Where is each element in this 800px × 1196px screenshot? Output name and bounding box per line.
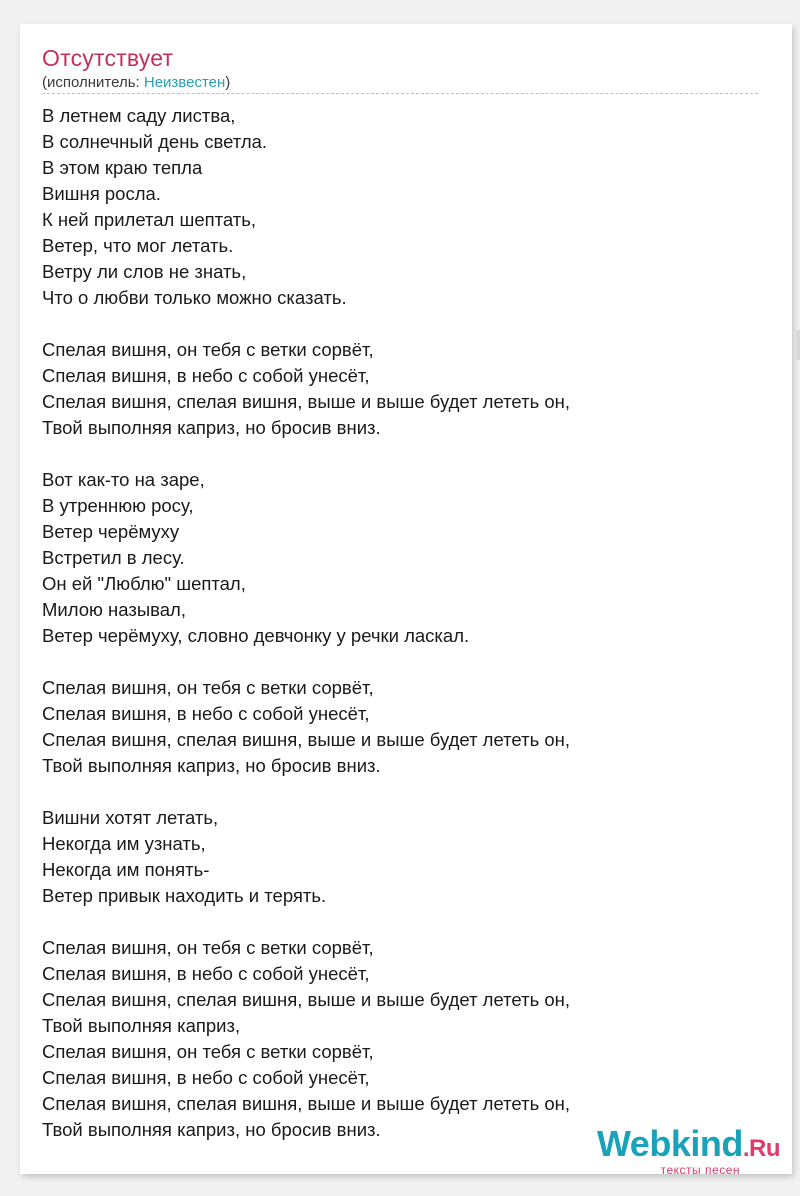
- lyrics-line: Милою называл,: [42, 599, 186, 620]
- lyrics-line: Некогда им узнать,: [42, 833, 206, 854]
- scrollbar-thumb[interactable]: [796, 330, 800, 360]
- lyrics-line: Спелая вишня, он тебя с ветки сорвёт,: [42, 339, 374, 360]
- lyrics-line: Спелая вишня, спелая вишня, выше и выше будет лететь он,: [42, 729, 570, 750]
- lyrics-line: Спелая вишня, в небо с собой унесёт,: [42, 963, 370, 984]
- artist-line: [42, 73, 758, 93]
- song-header: [42, 44, 758, 93]
- lyrics-line: Твой выполняя каприз, но бросив вниз.: [42, 755, 381, 776]
- lyrics-line: Спелая вишня, в небо с собой унесёт,: [42, 703, 370, 724]
- lyrics-line: В утреннюю росу,: [42, 495, 194, 516]
- artist-prefix: (исполнитель:: [42, 74, 144, 91]
- lyrics-line: Спелая вишня, спелая вишня, выше и выше будет лететь он,: [42, 1093, 570, 1114]
- lyrics-line: Ветер, что мог летать.: [42, 235, 234, 256]
- lyrics-line: Вишня росла.: [42, 183, 161, 204]
- lyrics-line: Вишни хотят летать,: [42, 807, 219, 828]
- lyrics-line: Спелая вишня, спелая вишня, выше и выше будет лететь он,: [42, 989, 570, 1010]
- artist-suffix: ): [225, 74, 231, 91]
- lyrics-line: В летнем саду листва,: [42, 105, 236, 126]
- lyrics-line: В солнечный день светла.: [42, 131, 268, 152]
- site-logo[interactable]: [596, 1123, 780, 1177]
- lyrics-stanza: [42, 675, 762, 779]
- lyrics-line: Некогда им понять-: [42, 859, 210, 880]
- logo-web: Web: [596, 1123, 671, 1164]
- lyrics-stanza: [42, 103, 762, 311]
- lyrics-line: Вот как-то на заре,: [42, 469, 205, 490]
- logo-ru: .Ru: [742, 1135, 780, 1162]
- song-title: Отсутствует: [42, 45, 174, 71]
- lyrics-stanza: [42, 337, 762, 441]
- lyrics-line: Твой выполняя каприз, но бросив вниз.: [42, 417, 381, 438]
- lyrics-line: Ветер привык находить и терять.: [42, 885, 327, 906]
- logo-kind: kind: [670, 1123, 743, 1164]
- lyrics-line: Твой выполняя каприз, но бросив вниз.: [42, 1119, 381, 1140]
- lyrics-body: [42, 103, 762, 1169]
- lyrics-line: Спелая вишня, он тебя с ветки сорвёт,: [42, 1041, 374, 1062]
- lyrics-line: Ветер черёмуху: [42, 521, 180, 542]
- lyrics-line: К ней прилетал шептать,: [42, 209, 257, 230]
- lyrics-line: Ветер черёмуху, словно девчонку у речки ласкал.: [42, 625, 470, 646]
- lyrics-line: Спелая вишня, спелая вишня, выше и выше будет лететь он,: [42, 391, 570, 412]
- lyrics-line: В этом краю тепла: [42, 157, 203, 178]
- lyrics-stanza: [42, 467, 762, 649]
- lyrics-line: Спелая вишня, он тебя с ветки сорвёт,: [42, 937, 374, 958]
- header-divider: [42, 93, 758, 94]
- lyrics-line: Что о любви только можно сказать.: [42, 287, 347, 308]
- lyrics-line: Ветру ли слов не знать,: [42, 261, 247, 282]
- lyrics-card: [20, 24, 792, 1174]
- lyrics-line: Встретил в лесу.: [42, 547, 185, 568]
- lyrics-line: Спелая вишня, в небо с собой унесёт,: [42, 1067, 370, 1088]
- logo-tagline: тексты песен: [660, 1163, 740, 1177]
- artist-link[interactable]: Неизвестен: [143, 74, 226, 91]
- lyrics-line: Он ей "Люблю" шептал,: [42, 573, 246, 594]
- lyrics-line: Твой выполняя каприз,: [42, 1015, 241, 1036]
- lyrics-line: Спелая вишня, в небо с собой унесёт,: [42, 365, 370, 386]
- lyrics-line: Спелая вишня, он тебя с ветки сорвёт,: [42, 677, 374, 698]
- lyrics-stanza: [42, 935, 762, 1143]
- lyrics-stanza: [42, 805, 762, 909]
